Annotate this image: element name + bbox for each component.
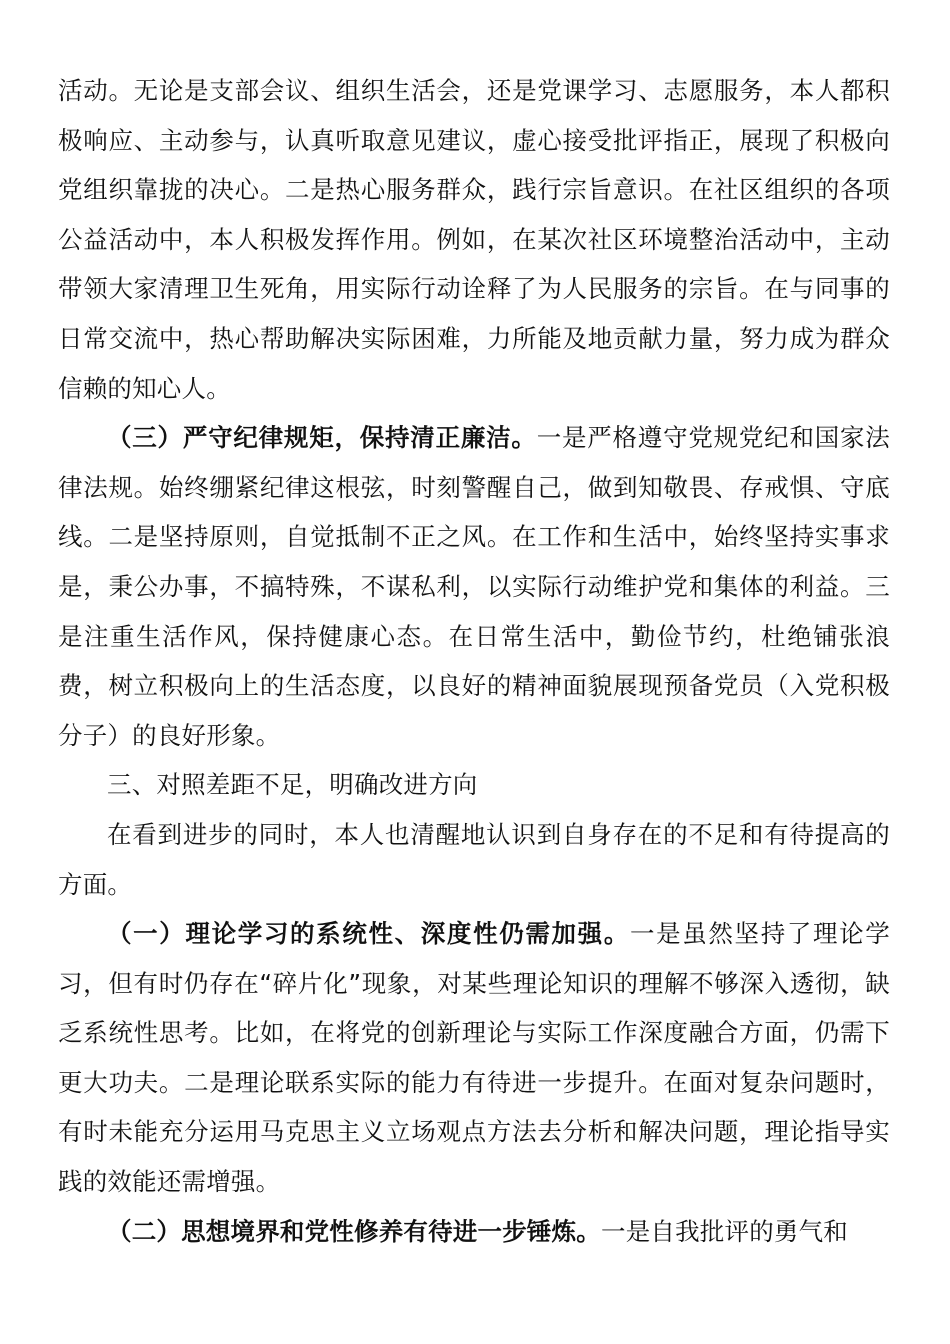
paragraph-lead-heading: （一）理论学习的系统性、深度性仍需加强。 bbox=[107, 919, 630, 949]
section-heading-three: 三、对照差距不足，明确改进方向 bbox=[107, 770, 478, 800]
paragraph-discipline bbox=[58, 413, 890, 760]
paragraph-body: 一是严格遵守党规党纪和国家法律法规。始终绷紧纪律这根弦，时刻警醒自己，做到知敬畏、存戒惧、守底线。二是坚持原则，自觉抵制不正之风。在工作和生活中，始终坚持实事求是，秉公办事，不搞特殊，不谋私利，以实际行动维护党和集体的利益。三是注重生活作风，保持健康心态。在日常生活中，勤俭节约，杜绝铺张浪费，树立积极向上的生活态度，以良好的精神面貌展现预备党员（入党积极分子）的良好形象。 bbox=[58, 423, 890, 750]
paragraph-intro-shortcomings bbox=[58, 810, 890, 909]
paragraph-lead-heading: （二）思想境界和党性修养有待进一步锤炼。 bbox=[107, 1216, 601, 1246]
paragraph-party-spirit bbox=[58, 1207, 890, 1257]
document-body bbox=[58, 66, 890, 1256]
paragraph-body: 一是自我批评的勇气和 bbox=[601, 1216, 848, 1246]
paragraph-body: 在看到进步的同时，本人也清醒地认识到自身存在的不足和有待提高的方面。 bbox=[58, 819, 890, 899]
paragraph-theory-study bbox=[58, 909, 890, 1207]
paragraph-body: 一是虽然坚持了理论学习，但有时仍存在“碎片化”现象，对某些理论知识的理解不够深入透彻，缺乏系统性思考。比如，在将党的创新理论与实际工作深度融合方面，仍需下更大功夫。二是理论联系实际的能力有待进一步提升。在面对复杂问题时，有时未能充分运用马克思主义立场观点方法去分析和解决问题，理论指导实践的效能还需增强。 bbox=[58, 919, 891, 1197]
paragraph-body: 活动。无论是支部会议、组织生活会，还是党课学习、志愿服务，本人都积极响应、主动参与，认真听取意见建议，虚心接受批评指正，展现了积极向党组织靠拢的决心。二是热心服务群众，践行宗旨意识。在社区组织的各项公益活动中，本人积极发挥作用。例如，在某次社区环境整治活动中，主动带领大家清理卫生死角，用实际行动诠释了为人民服务的宗旨。在与同事的日常交流中，热心帮助解决实际困难，力所能及地贡献力量，努力成为群众信赖的知心人。 bbox=[58, 76, 890, 403]
paragraph-service-activities bbox=[58, 66, 890, 413]
paragraph-lead-heading: （三）严守纪律规矩，保持清正廉洁。 bbox=[107, 423, 537, 453]
